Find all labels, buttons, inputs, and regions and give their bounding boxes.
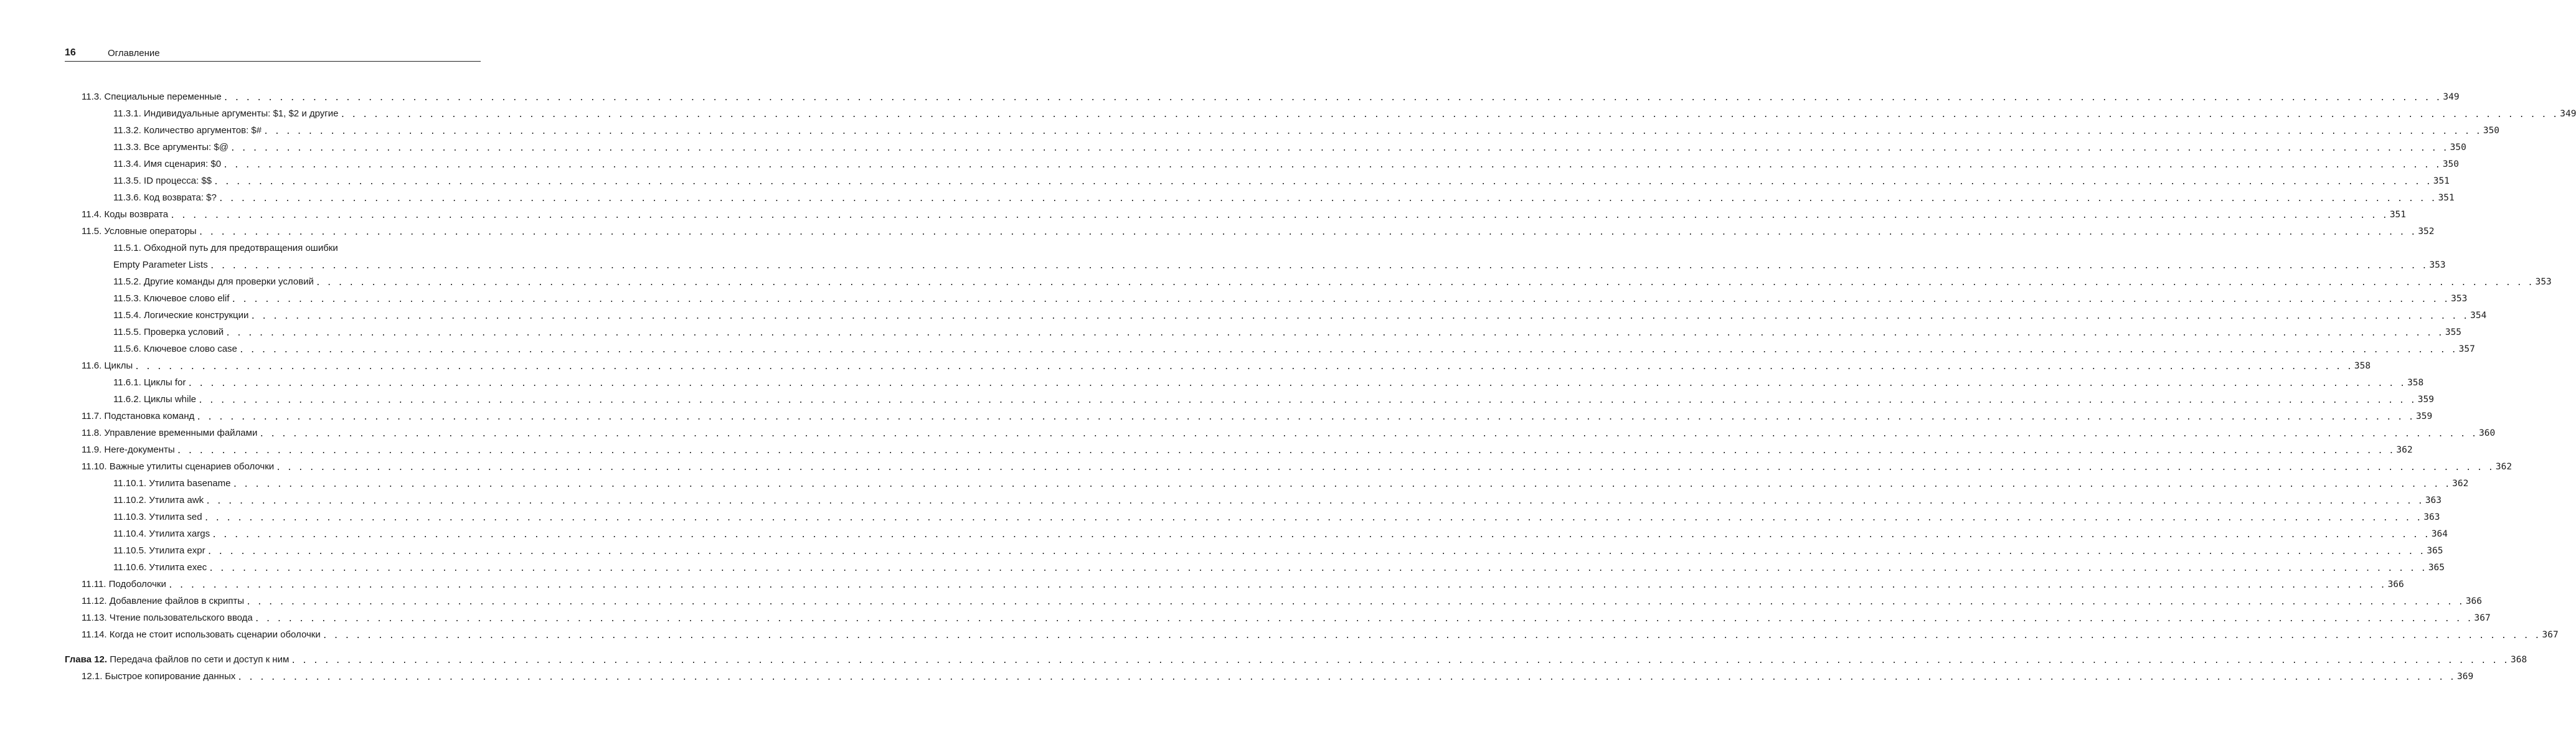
toc-page-number: 362 — [2396, 444, 2413, 455]
toc-entry[interactable] — [0, 189, 2455, 206]
dot-leader: . . . . . . . . . . . . . . . . . . . . . . . . . . . . . . . . . . . . . . . . . . . . . . . . . . . . . . . . . . . . . . . . . . . . . . . . . . . . . . . . . . . . . . . . . . . . . . . . . . . . . . . . . . . . . . . . . . . . . . . . . . . . . . . . . . . . . . . . . . . . . . . . . . . . . . . . . . . . . . . . . . . . . . . . . . . . . . . . . . . . . . . . . . . . . . . . . . . . . . . . — [340, 110, 2559, 120]
toc-page-number: 357 — [2458, 344, 2475, 354]
toc-entry-title — [113, 142, 229, 153]
toc-entry-title — [82, 360, 133, 371]
dot-leader: . . . . . . . . . . . . . . . . . . . . . . . . . . . . . . . . . . . . . . . . . . . . . . . . . . . . . . . . . . . . . . . . . . . . . . . . . . . . . . . . . . . . . . . . . . . . . . . . . . . . . . . . . . . . . . . . . . . . . . . . . . . . . . . . . . . . . . . . . . . . . . . . . . . . . . . . . . . . . . . . . . . . . . . . . . . . . . . . . . . . . . . . . . . . . . . . . . . . . . . . — [198, 396, 2416, 405]
chapter-gap — [0, 643, 529, 651]
toc-entry-line — [113, 172, 2450, 189]
dot-leader: . . . . . . . . . . . . . . . . . . . . . . . . . . . . . . . . . . . . . . . . . . . . . . . . . . . . . . . . . . . . . . . . . . . . . . . . . . . . . . . . . . . . . . . . . . . . . . . . . . . . . . . . . . . . . . . . . . . . . . . . . . . . . . . . . . . . . . . . . . . . . . . . . . . . . . . . . . . . . . . . . . . . . . . . . . . . . . . . . . . . . . . . . . . . . . . . . . . . . . . . — [322, 631, 2541, 641]
dot-leader: . . . . . . . . . . . . . . . . . . . . . . . . . . . . . . . . . . . . . . . . . . . . . . . . . . . . . . . . . . . . . . . . . . . . . . . . . . . . . . . . . . . . . . . . . . . . . . . . . . . . . . . . . . . . . . . . . . . . . . . . . . . . . . . . . . . . . . . . . . . . . . . . . . . . . . . . . . . . . . . . . . . . . . . . . . . . . . . . . . . . . . . . . . . . . . . . . . . . . . . . — [204, 514, 2422, 523]
toc-entry-title — [82, 209, 168, 220]
toc-entry-title — [113, 529, 210, 539]
dot-leader: . . . . . . . . . . . . . . . . . . . . . . . . . . . . . . . . . . . . . . . . . . . . . . . . . . . . . . . . . . . . . . . . . . . . . . . . . . . . . . . . . . . . . . . . . . . . . . . . . . . . . . . . . . . . . . . . . . . . . . . . . . . . . . . . . . . . . . . . . . . . . . . . . . . . . . . . . . . . . . . . . . . . . . . . . . . . . . . . . . . . . . . . . . . . . . . . . . . . . . . . — [250, 312, 2469, 321]
toc-entry-line — [113, 139, 2466, 156]
toc-entry-text: 12.1. Быстрое копирование данных — [82, 671, 236, 682]
toc-entry[interactable] — [0, 105, 2576, 122]
dot-leader: . . . . . . . . . . . . . . . . . . . . . . . . . . . . . . . . . . . . . . . . . . . . . . . . . . . . . . . . . . . . . . . . . . . . . . . . . . . . . . . . . . . . . . . . . . . . . . . . . . . . . . . . . . . . . . . . . . . . . . . . . . . . . . . . . . . . . . . . . . . . . . . . . . . . . . . . . . . . . . . . . . . . . . . . . . . . . . . . . . . . . . . . . . . . . . . . . . . . . . . . — [223, 93, 2442, 103]
toc-entry[interactable] — [0, 273, 2552, 290]
toc-entry[interactable] — [0, 324, 2462, 341]
toc-entry[interactable] — [0, 290, 2468, 307]
toc-entry-text: Empty Parameter Lists — [113, 260, 208, 270]
toc-entry-line — [113, 324, 2462, 341]
toc-entry-line — [113, 273, 2552, 290]
toc-page-number: 366 — [2387, 579, 2404, 590]
toc-entry-line — [82, 668, 2474, 685]
toc-entry[interactable] — [0, 357, 2371, 374]
toc-entry[interactable] — [0, 240, 2446, 273]
toc-page-number: 349 — [2443, 92, 2460, 102]
toc-entry-line — [113, 290, 2468, 307]
toc-entry-text: 11.10.3. Утилита sed — [113, 512, 202, 522]
toc-entry-text: 11.5. Условные операторы — [82, 226, 197, 237]
toc-entry-title — [113, 495, 204, 505]
toc-entry-title — [82, 226, 197, 237]
toc-entry[interactable] — [0, 668, 2474, 685]
dot-leader: . . . . . . . . . . . . . . . . . . . . . . . . . . . . . . . . . . . . . . . . . . . . . . . . . . . . . . . . . . . . . . . . . . . . . . . . . . . . . . . . . . . . . . . . . . . . . . . . . . . . . . . . . . . . . . . . . . . . . . . . . . . . . . . . . . . . . . . . . . . . . . . . . . . . . . . . . . . . . . . . . . . . . . . . . . . . . . . . . . . . . . . . . . . . . . . . . . . . . . . . — [291, 656, 2509, 665]
toc-entry[interactable] — [0, 223, 2435, 240]
toc-page-number: 365 — [2428, 562, 2445, 573]
toc-page-number: 353 — [2429, 260, 2446, 270]
toc-entry[interactable] — [0, 492, 2442, 509]
toc-entry-title — [113, 545, 205, 556]
toc-entry-text: 11.10.2. Утилита awk — [113, 495, 204, 505]
toc-entry-line — [113, 542, 2443, 559]
toc-entry-text: 11.3.2. Количество аргументов: $# — [113, 125, 262, 136]
toc-entry-line — [82, 223, 2435, 240]
toc-entry-line — [113, 391, 2434, 408]
toc-entry[interactable] — [0, 542, 2443, 559]
toc-entry[interactable] — [0, 576, 2404, 593]
toc-page-number: 362 — [2452, 478, 2469, 489]
dot-leader: . . . . . . . . . . . . . . . . . . . . . . . . . . . . . . . . . . . . . . . . . . . . . . . . . . . . . . . . . . . . . . . . . . . . . . . . . . . . . . . . . . . . . . . . . . . . . . . . . . . . . . . . . . . . . . . . . . . . . . . . . . . . . . . . . . . . . . . . . . . . . . . . . . . . . . . . . . . . . . . . . . . . . . . . . . . . . . . . . . . . . . . . . . . . . . . . . . . . . . . . — [230, 144, 2448, 153]
toc-entry-title — [113, 377, 186, 388]
toc-entry-title — [82, 629, 321, 640]
toc-page-number: 366 — [2465, 596, 2483, 606]
dot-leader: . . . . . . . . . . . . . . . . . . . . . . . . . . . . . . . . . . . . . . . . . . . . . . . . . . . . . . . . . . . . . . . . . . . . . . . . . . . . . . . . . . . . . . . . . . . . . . . . . . . . . . . . . . . . . . . . . . . . . . . . . . . . . . . . . . . . . . . . . . . . . . . . . . . . . . . . . . . . . . . . . . . . . . . . . . . . . . . . . . . . . . . . . . . . . . . . . . . . . . . . — [134, 362, 2352, 372]
toc-entry-text: 11.5.5. Проверка условий — [113, 327, 224, 337]
toc-entry-title — [113, 562, 207, 573]
toc-entry-line — [113, 256, 2446, 273]
toc-entry-title-line1: 11.5.1. Обходной путь для предотвращения ошибки — [113, 243, 338, 253]
toc-entry-line — [82, 88, 2460, 105]
toc-entry-title — [113, 344, 237, 354]
toc-entry-text: 11.10.4. Утилита xargs — [113, 529, 210, 539]
toc-entry-text: 11.4. Коды возврата — [82, 209, 169, 220]
dot-leader: . . . . . . . . . . . . . . . . . . . . . . . . . . . . . . . . . . . . . . . . . . . . . . . . . . . . . . . . . . . . . . . . . . . . . . . . . . . . . . . . . . . . . . . . . . . . . . . . . . . . . . . . . . . . . . . . . . . . . . . . . . . . . . . . . . . . . . . . . . . . . . . . . . . . . . . . . . . . . . . . . . . . . . . . . . . . . . . . . . . . . . . . . . . . . . . . . . . . . . . . — [263, 127, 2481, 136]
toc-entry-title — [113, 260, 208, 270]
toc-entry-text: 11.10.1. Утилита basename — [113, 478, 231, 489]
toc-entry-text: 11.10. Важные утилиты сценариев оболочки — [82, 461, 275, 472]
dot-leader: . . . . . . . . . . . . . . . . . . . . . . . . . . . . . . . . . . . . . . . . . . . . . . . . . . . . . . . . . . . . . . . . . . . . . . . . . . . . . . . . . . . . . . . . . . . . . . . . . . . . . . . . . . . . . . . . . . . . . . . . . . . . . . . . . . . . . . . . . . . . . . . . . . . . . . . . . . . . . . . . . . . . . . . . . . . . . . . . . . . . . . . . . . . . . . . . . . . . . . . . — [276, 463, 2494, 472]
toc-entry-line — [113, 525, 2448, 542]
toc-entry-line — [82, 441, 2413, 458]
toc-entry-title — [113, 512, 202, 522]
toc-entry-text: 11.3.5. ID процесса: $$ — [113, 176, 212, 186]
toc-entry-text: 11.10.6. Утилита exec — [113, 562, 207, 573]
toc-entry-line — [113, 307, 2487, 324]
toc-entry[interactable] — [0, 307, 2487, 324]
toc-entry[interactable] — [0, 626, 2559, 643]
toc-page-number: 367 — [2474, 613, 2491, 623]
toc-entry-text: 11.14. Когда не стоит использовать сценарии оболочки — [82, 629, 321, 640]
dot-leader: . . . . . . . . . . . . . . . . . . . . . . . . . . . . . . . . . . . . . . . . . . . . . . . . . . . . . . . . . . . . . . . . . . . . . . . . . . . . . . . . . . . . . . . . . . . . . . . . . . . . . . . . . . . . . . . . . . . . . . . . . . . . . . . . . . . . . . . . . . . . . . . . . . . . . . . . . . . . . . . . . . . . . . . . . . . . . . . . . . . . . . . . . . . . . . . . . . . . . . . . — [212, 530, 2430, 540]
toc-entry[interactable] — [0, 88, 2460, 105]
toc-entry-text: 11.3.4. Имя сценария: $0 — [113, 159, 222, 169]
toc-page-number: 362 — [2495, 461, 2512, 472]
dot-leader: . . . . . . . . . . . . . . . . . . . . . . . . . . . . . . . . . . . . . . . . . . . . . . . . . . . . . . . . . . . . . . . . . . . . . . . . . . . . . . . . . . . . . . . . . . . . . . . . . . . . . . . . . . . . . . . . . . . . . . . . . . . . . . . . . . . . . . . . . . . . . . . . . . . . . . . . . . . . . . . . . . . . . . . . . . . . . . . . . . . . . . . . . . . . . . . . . . . . . . . . — [209, 261, 2428, 271]
toc-entry-title — [113, 310, 248, 321]
toc-entry-line — [82, 425, 2496, 441]
dot-leader: . . . . . . . . . . . . . . . . . . . . . . . . . . . . . . . . . . . . . . . . . . . . . . . . . . . . . . . . . . . . . . . . . . . . . . . . . . . . . . . . . . . . . . . . . . . . . . . . . . . . . . . . . . . . . . . . . . . . . . . . . . . . . . . . . . . . . . . . . . . . . . . . . . . . . . . . . . . . . . . . . . . . . . . . . . . . . . . . . . . . . . . . . . . . . . . . . . . . . . . . — [237, 673, 2455, 682]
toc-page-number: 359 — [2416, 411, 2433, 421]
toc-page-number: 364 — [2431, 529, 2448, 539]
toc-entry-text: 11.3. Специальные переменные — [82, 92, 222, 102]
running-title: Оглавление — [108, 48, 160, 59]
toc-entry-title — [82, 461, 274, 472]
toc-page-number: 353 — [2451, 293, 2468, 304]
toc-entry-title — [113, 478, 230, 489]
toc-entry-title — [113, 176, 212, 186]
toc-page-number: 365 — [2427, 545, 2443, 556]
toc-entry-line — [82, 206, 2407, 223]
toc-entry[interactable] — [0, 525, 2448, 542]
toc-page-number: 358 — [2354, 360, 2371, 371]
dot-leader: . . . . . . . . . . . . . . . . . . . . . . . . . . . . . . . . . . . . . . . . . . . . . . . . . . . . . . . . . . . . . . . . . . . . . . . . . . . . . . . . . . . . . . . . . . . . . . . . . . . . . . . . . . . . . . . . . . . . . . . . . . . . . . . . . . . . . . . . . . . . . . . . . . . . . . . . . . . . . . . . . . . . . . . . . . . . . . . . . . . . . . . . . . . . . . . . . . . . . . . . — [246, 598, 2464, 607]
toc-entry-line — [82, 576, 2404, 593]
toc-entry-title — [82, 613, 253, 623]
toc-entry-text: 11.6.2. Циклы while — [113, 394, 197, 405]
toc-entry[interactable] — [0, 391, 2434, 408]
dot-leader: . . . . . . . . . . . . . . . . . . . . . . . . . . . . . . . . . . . . . . . . . . . . . . . . . . . . . . . . . . . . . . . . . . . . . . . . . . . . . . . . . . . . . . . . . . . . . . . . . . . . . . . . . . . . . . . . . . . . . . . . . . . . . . . . . . . . . . . . . . . . . . . . . . . . . . . . . . . . . . . . . . . . . . . . . . . . . . . . . . . . . . . . . . . . . . . . . . . . . . . . — [170, 211, 2388, 220]
toc-entry-title — [65, 654, 289, 665]
toc-entry-text: 11.5.2. Другие команды для проверки условий — [113, 276, 314, 287]
toc-page-number: 351 — [2433, 176, 2450, 186]
dot-leader: . . . . . . . . . . . . . . . . . . . . . . . . . . . . . . . . . . . . . . . . . . . . . . . . . . . . . . . . . . . . . . . . . . . . . . . . . . . . . . . . . . . . . . . . . . . . . . . . . . . . . . . . . . . . . . . . . . . . . . . . . . . . . . . . . . . . . . . . . . . . . . . . . . . . . . . . . . . . . . . . . . . . . . . . . . . . . . . . . . . . . . . . . . . . . . . . . . . . . . . . — [254, 614, 2473, 624]
toc-page-number: 350 — [2450, 142, 2466, 153]
dot-leader: . . . . . . . . . . . . . . . . . . . . . . . . . . . . . . . . . . . . . . . . . . . . . . . . . . . . . . . . . . . . . . . . . . . . . . . . . . . . . . . . . . . . . . . . . . . . . . . . . . . . . . . . . . . . . . . . . . . . . . . . . . . . . . . . . . . . . . . . . . . . . . . . . . . . . . . . . . . . . . . . . . . . . . . . . . . . . . . . . . . . . . . . . . . . . . . . . . . . . . . . — [205, 497, 2423, 506]
toc-entry-text: 11.12. Добавление файлов в скрипты — [82, 596, 245, 606]
toc-entry-line — [113, 509, 2440, 525]
dot-leader: . . . . . . . . . . . . . . . . . . . . . . . . . . . . . . . . . . . . . . . . . . . . . . . . . . . . . . . . . . . . . . . . . . . . . . . . . . . . . . . . . . . . . . . . . . . . . . . . . . . . . . . . . . . . . . . . . . . . . . . . . . . . . . . . . . . . . . . . . . . . . . . . . . . . . . . . . . . . . . . . . . . . . . . . . . . . . . . . . . . . . . . . . . . . . . . . . . . . . . . . — [218, 194, 2437, 204]
toc-entry[interactable] — [0, 139, 2466, 156]
dot-leader: . . . . . . . . . . . . . . . . . . . . . . . . . . . . . . . . . . . . . . . . . . . . . . . . . . . . . . . . . . . . . . . . . . . . . . . . . . . . . . . . . . . . . . . . . . . . . . . . . . . . . . . . . . . . . . . . . . . . . . . . . . . . . . . . . . . . . . . . . . . . . . . . . . . . . . . . . . . . . . . . . . . . . . . . . . . . . . . . . . . . . . . . . . . . . . . . . . . . . . . . — [209, 564, 2427, 573]
toc-entry-text: 11.3.6. Код возврата: $? — [113, 192, 217, 203]
dot-leader: . . . . . . . . . . . . . . . . . . . . . . . . . . . . . . . . . . . . . . . . . . . . . . . . . . . . . . . . . . . . . . . . . . . . . . . . . . . . . . . . . . . . . . . . . . . . . . . . . . . . . . . . . . . . . . . . . . . . . . . . . . . . . . . . . . . . . . . . . . . . . . . . . . . . . . . . . . . . . . . . . . . . . . . . . . . . . . . . . . . . . . . . . . . . . . . . . . . . . . . . — [207, 547, 2425, 557]
toc-page-number: 350 — [2442, 159, 2460, 169]
toc-entry-title — [82, 444, 175, 455]
toc-entry-line — [82, 408, 2433, 425]
page-header — [65, 45, 481, 62]
toc-entry-title — [113, 159, 221, 169]
toc-page-number: 367 — [2542, 629, 2559, 640]
dot-leader: . . . . . . . . . . . . . . . . . . . . . . . . . . . . . . . . . . . . . . . . . . . . . . . . . . . . . . . . . . . . . . . . . . . . . . . . . . . . . . . . . . . . . . . . . . . . . . . . . . . . . . . . . . . . . . . . . . . . . . . . . . . . . . . . . . . . . . . . . . . . . . . . . . . . . . . . . . . . . . . . . . . . . . . . . . . . . . . . . . . . . . . . . . . . . . . . . . . . . . . . — [225, 329, 2443, 338]
toc-entry-text: 11.6. Циклы — [82, 360, 133, 371]
dot-leader: . . . . . . . . . . . . . . . . . . . . . . . . . . . . . . . . . . . . . . . . . . . . . . . . . . . . . . . . . . . . . . . . . . . . . . . . . . . . . . . . . . . . . . . . . . . . . . . . . . . . . . . . . . . . . . . . . . . . . . . . . . . . . . . . . . . . . . . . . . . . . . . . . . . . . . . . . . . . . . . . . . . . . . . . . . . . . . . . . . . . . . . . . . . . . . . . . . . . . . . . — [223, 161, 2441, 170]
toc-entry[interactable] — [0, 172, 2450, 189]
dot-leader: . . . . . . . . . . . . . . . . . . . . . . . . . . . . . . . . . . . . . . . . . . . . . . . . . . . . . . . . . . . . . . . . . . . . . . . . . . . . . . . . . . . . . . . . . . . . . . . . . . . . . . . . . . . . . . . . . . . . . . . . . . . . . . . . . . . . . . . . . . . . . . . . . . . . . . . . . . . . . . . . . . . . . . . . . . . . . . . . . . . . . . . . . . . . . . . . . . . . . . . . — [176, 446, 2395, 456]
toc-entry-line — [82, 357, 2371, 374]
toc-entry-title — [82, 411, 194, 421]
toc-entry-text: 11.7. Подстановка команд — [82, 411, 195, 421]
toc-entry[interactable] — [0, 441, 2413, 458]
toc-entry-line — [113, 559, 2445, 576]
toc-entry-text: 11.10.5. Утилита expr — [113, 545, 205, 556]
toc-entry-title — [113, 276, 314, 287]
toc-entry[interactable] — [0, 425, 2496, 441]
dot-leader: . . . . . . . . . . . . . . . . . . . . . . . . . . . . . . . . . . . . . . . . . . . . . . . . . . . . . . . . . . . . . . . . . . . . . . . . . . . . . . . . . . . . . . . . . . . . . . . . . . . . . . . . . . . . . . . . . . . . . . . . . . . . . . . . . . . . . . . . . . . . . . . . . . . . . . . . . . . . . . . . . . . . . . . . . . . . . . . . . . . . . . . . . . . . . . . . . . . . . . . . — [196, 413, 2415, 422]
toc-page-number: 354 — [2470, 310, 2487, 321]
toc-page-number: 352 — [2418, 226, 2435, 237]
table-of-contents — [0, 88, 2576, 685]
toc-entry-line — [82, 626, 2559, 643]
toc-entry-text: 11.8. Управление временными файлами — [82, 428, 258, 438]
toc-entry-title — [82, 579, 166, 590]
toc-page-number: 368 — [2511, 654, 2527, 665]
toc-entry-text: 11.5.4. Логические конструкции — [113, 310, 249, 321]
toc-page-number: 360 — [2479, 428, 2496, 438]
dot-leader: . . . . . . . . . . . . . . . . . . . . . . . . . . . . . . . . . . . . . . . . . . . . . . . . . . . . . . . . . . . . . . . . . . . . . . . . . . . . . . . . . . . . . . . . . . . . . . . . . . . . . . . . . . . . . . . . . . . . . . . . . . . . . . . . . . . . . . . . . . . . . . . . . . . . . . . . . . . . . . . . . . . . . . . . . . . . . . . . . . . . . . . . . . . . . . . . . . . . . . . . — [315, 278, 2534, 288]
toc-entry-line — [113, 189, 2455, 206]
dot-leader: . . . . . . . . . . . . . . . . . . . . . . . . . . . . . . . . . . . . . . . . . . . . . . . . . . . . . . . . . . . . . . . . . . . . . . . . . . . . . . . . . . . . . . . . . . . . . . . . . . . . . . . . . . . . . . . . . . . . . . . . . . . . . . . . . . . . . . . . . . . . . . . . . . . . . . . . . . . . . . . . . . . . . . . . . . . . . . . . . . . . . . . . . . . . . . . . . . . . . . . . — [231, 295, 2450, 304]
toc-entry-text: 11.3.3. Все аргументы: $@ — [113, 142, 229, 153]
toc-page-number: 353 — [2535, 276, 2552, 287]
toc-entry-title — [113, 293, 229, 304]
dot-leader: . . . . . . . . . . . . . . . . . . . . . . . . . . . . . . . . . . . . . . . . . . . . . . . . . . . . . . . . . . . . . . . . . . . . . . . . . . . . . . . . . . . . . . . . . . . . . . . . . . . . . . . . . . . . . . . . . . . . . . . . . . . . . . . . . . . . . . . . . . . . . . . . . . . . . . . . . . . . . . . . . . . . . . . . . . . . . . . . . . . . . . . . . . . . . . . . . . . . . . . . — [238, 345, 2457, 355]
toc-entry[interactable] — [0, 458, 2512, 475]
toc-entry-title — [113, 108, 339, 119]
toc-page-number: 350 — [2483, 125, 2500, 136]
toc-entry-text: 11.3.1. Индивидуальные аргументы: $1, $2 и другие — [113, 108, 339, 119]
toc-entry-line — [65, 651, 2527, 668]
toc-entry[interactable] — [0, 156, 2460, 172]
dot-leader: . . . . . . . . . . . . . . . . . . . . . . . . . . . . . . . . . . . . . . . . . . . . . . . . . . . . . . . . . . . . . . . . . . . . . . . . . . . . . . . . . . . . . . . . . . . . . . . . . . . . . . . . . . . . . . . . . . . . . . . . . . . . . . . . . . . . . . . . . . . . . . . . . . . . . . . . . . . . . . . . . . . . . . . . . . . . . . . . . . . . . . . . . . . . . . . . . . . . . . . . — [232, 480, 2451, 489]
dot-leader: . . . . . . . . . . . . . . . . . . . . . . . . . . . . . . . . . . . . . . . . . . . . . . . . . . . . . . . . . . . . . . . . . . . . . . . . . . . . . . . . . . . . . . . . . . . . . . . . . . . . . . . . . . . . . . . . . . . . . . . . . . . . . . . . . . . . . . . . . . . . . . . . . . . . . . . . . . . . . . . . . . . . . . . . . . . . . . . . . . . . . . . . . . . . . . . . . . . . . . . . — [214, 177, 2432, 187]
toc-entry-title — [113, 327, 224, 337]
dot-leader: . . . . . . . . . . . . . . . . . . . . . . . . . . . . . . . . . . . . . . . . . . . . . . . . . . . . . . . . . . . . . . . . . . . . . . . . . . . . . . . . . . . . . . . . . . . . . . . . . . . . . . . . . . . . . . . . . . . . . . . . . . . . . . . . . . . . . . . . . . . . . . . . . . . . . . . . . . . . . . . . . . . . . . . . . . . . . . . . . . . . . . . . . . . . . . . . . . . . . . . . — [259, 430, 2478, 439]
toc-entry-title — [113, 125, 262, 136]
toc-entry-text: Передача файлов по сети и доступ к ним — [110, 654, 290, 665]
toc-page-number: 349 — [2560, 108, 2576, 119]
toc-entry-title — [113, 192, 217, 203]
dot-leader: . . . . . . . . . . . . . . . . . . . . . . . . . . . . . . . . . . . . . . . . . . . . . . . . . . . . . . . . . . . . . . . . . . . . . . . . . . . . . . . . . . . . . . . . . . . . . . . . . . . . . . . . . . . . . . . . . . . . . . . . . . . . . . . . . . . . . . . . . . . . . . . . . . . . . . . . . . . . . . . . . . . . . . . . . . . . . . . . . . . . . . . . . . . . . . . . . . . . . . . . — [167, 581, 2386, 590]
toc-page-number: 363 — [2425, 495, 2442, 505]
dot-leader: . . . . . . . . . . . . . . . . . . . . . . . . . . . . . . . . . . . . . . . . . . . . . . . . . . . . . . . . . . . . . . . . . . . . . . . . . . . . . . . . . . . . . . . . . . . . . . . . . . . . . . . . . . . . . . . . . . . . . . . . . . . . . . . . . . . . . . . . . . . . . . . . . . . . . . . . . . . . . . . . . . . . . . . . . . . . . . . . . . . . . . . . . . . . . . . . . . . . . . . . — [187, 379, 2406, 388]
toc-entry-line — [82, 593, 2483, 609]
toc-entry-line — [113, 492, 2442, 509]
toc-chapter-entry[interactable] — [0, 651, 2527, 668]
toc-entry[interactable] — [0, 609, 2491, 626]
toc-entry[interactable] — [0, 341, 2475, 357]
toc-entry[interactable] — [0, 559, 2445, 576]
toc-entry-text: 11.9. Here-документы — [82, 444, 175, 455]
toc-page-number: 351 — [2438, 192, 2455, 203]
toc-entry-text: 11.5.6. Ключевое слово case — [113, 344, 237, 354]
toc-entry-line — [113, 341, 2475, 357]
toc-entry-title — [82, 596, 244, 606]
toc-entry-text: 11.13. Чтение пользовательского ввода — [82, 613, 253, 623]
toc-entry[interactable] — [0, 122, 2500, 139]
toc-entry[interactable] — [0, 408, 2433, 425]
toc-page-number: 358 — [2407, 377, 2424, 388]
dot-leader: . . . . . . . . . . . . . . . . . . . . . . . . . . . . . . . . . . . . . . . . . . . . . . . . . . . . . . . . . . . . . . . . . . . . . . . . . . . . . . . . . . . . . . . . . . . . . . . . . . . . . . . . . . . . . . . . . . . . . . . . . . . . . . . . . . . . . . . . . . . . . . . . . . . . . . . . . . . . . . . . . . . . . . . . . . . . . . . . . . . . . . . . . . . . . . . . . . . . . . . . — [198, 228, 2417, 237]
toc-entry[interactable] — [0, 593, 2483, 609]
toc-page-number: 363 — [2423, 512, 2440, 522]
toc-entry-text: 11.11. Подоболочки — [82, 579, 166, 590]
toc-entry-text: 11.5.3. Ключевое слово elif — [113, 293, 230, 304]
toc-entry[interactable] — [0, 206, 2407, 223]
toc-entry[interactable] — [0, 475, 2469, 492]
toc-entry-title — [82, 671, 235, 682]
toc-entry-title — [82, 428, 257, 438]
toc-entry[interactable] — [0, 509, 2440, 525]
toc-entry[interactable] — [0, 374, 2424, 391]
toc-page-number: 359 — [2417, 394, 2434, 405]
toc-entry-line — [82, 458, 2512, 475]
toc-entry-line — [113, 156, 2460, 172]
toc-entry-title — [82, 92, 222, 102]
toc-entry-line — [113, 475, 2469, 492]
toc-page-number: 369 — [2456, 671, 2474, 682]
toc-entry-line — [82, 609, 2491, 626]
toc-entry-line — [113, 122, 2500, 139]
chapter-label: Глава 12. — [65, 654, 108, 665]
toc-page-number: 351 — [2389, 209, 2407, 220]
toc-entry-line — [113, 374, 2424, 391]
toc-entry-title — [113, 394, 196, 405]
toc-entry-line — [113, 105, 2576, 122]
toc-entry-text: 11.6.1. Циклы for — [113, 377, 186, 388]
page-number: 16 — [65, 47, 76, 58]
toc-page-number: 355 — [2445, 327, 2462, 337]
